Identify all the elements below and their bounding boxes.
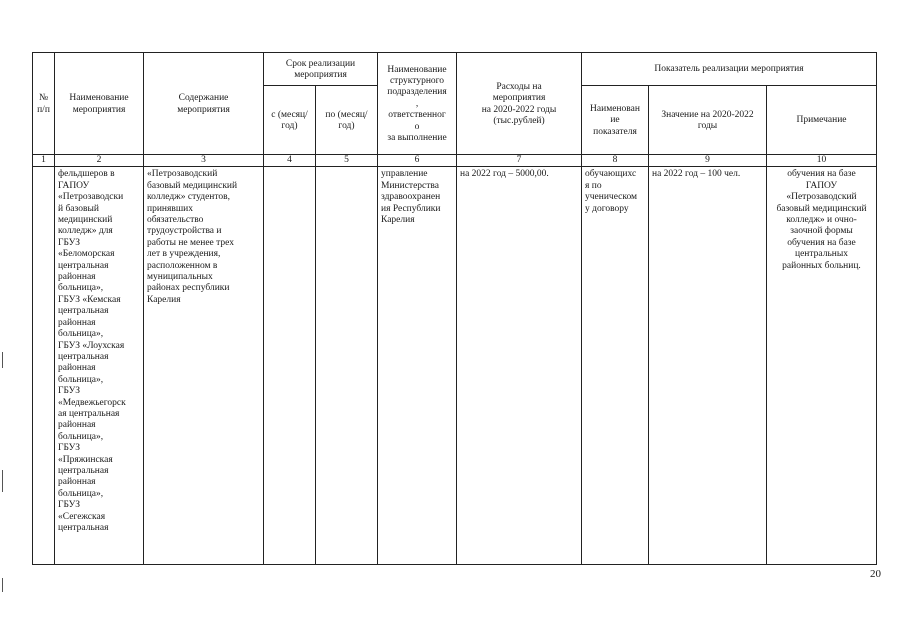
column-number-row bbox=[33, 155, 877, 167]
column-number: 9 bbox=[649, 155, 767, 167]
scan-margin-mark bbox=[2, 578, 3, 592]
measures-table bbox=[32, 52, 877, 565]
header-indicator-value: Значение на 2020-2022 годы bbox=[649, 86, 767, 155]
event-content-cell: «Петрозаводский базовый медицинский колледж» студентов, принявших обязательство трудоустройства и работы не менее трех лет в учреждения, расположенном в муниципальных районах республики Карелия bbox=[144, 167, 264, 565]
table-row bbox=[33, 167, 877, 565]
column-number: 3 bbox=[144, 155, 264, 167]
header-department: Наименование структурного подразделения , ответственног о за выполнение bbox=[378, 53, 457, 155]
expenses-cell: на 2022 год – 5000,00. bbox=[457, 167, 582, 565]
row-number bbox=[33, 167, 55, 565]
column-number: 6 bbox=[378, 155, 457, 167]
period-to-cell bbox=[316, 167, 378, 565]
note-cell: обучения на базе ГАПОУ «Петрозаводский базовый медицинский колледж» и очно- заочной формы обучения на базе центральных районных больниц. bbox=[767, 167, 877, 565]
header-indicator: Показатель реализации мероприятия bbox=[582, 53, 877, 86]
column-number: 10 bbox=[767, 155, 877, 167]
header-note: Примечание bbox=[767, 86, 877, 155]
header-period: Срок реализации мероприятия bbox=[264, 53, 378, 86]
column-number: 4 bbox=[264, 155, 316, 167]
header-period-from: с (месяц/ год) bbox=[264, 86, 316, 155]
period-from-cell bbox=[264, 167, 316, 565]
column-number: 5 bbox=[316, 155, 378, 167]
header-expenses: Расходы на мероприятия на 2020-2022 годы (тыс.рублей) bbox=[457, 53, 582, 155]
column-number: 7 bbox=[457, 155, 582, 167]
column-number: 8 bbox=[582, 155, 649, 167]
page-number: 20 bbox=[870, 568, 881, 580]
scan-margin-mark bbox=[2, 470, 3, 492]
header-event-name: Наименование мероприятия bbox=[55, 53, 144, 155]
header-indicator-name: Наименован ие показателя bbox=[582, 86, 649, 155]
indicator-name-cell: обучающихс я по ученическом у договору bbox=[582, 167, 649, 565]
column-number: 2 bbox=[55, 155, 144, 167]
header-number: № п/п bbox=[33, 53, 55, 155]
scan-margin-mark bbox=[2, 352, 3, 368]
department-cell: управление Министерства здравоохранен ия Республики Карелия bbox=[378, 167, 457, 565]
header-event-content: Содержание мероприятия bbox=[144, 53, 264, 155]
header-period-to: по (месяц/ год) bbox=[316, 86, 378, 155]
indicator-value-cell: на 2022 год – 100 чел. bbox=[649, 167, 767, 565]
column-number: 1 bbox=[33, 155, 55, 167]
event-name-cell: фельдшеров в ГАПОУ «Петрозаводски й базовый медицинский колледж» для ГБУЗ «Беломорская центральная районная больница», ГБУЗ «Кемская центральная районная больница», ГБУЗ «Лоухская центральная районная больница», ГБУЗ «Медвежьегорск ая центральная районная больница», ГБУЗ «Пряжинская центральная районная больница», ГБУЗ «Сегежская центральная bbox=[55, 167, 144, 565]
